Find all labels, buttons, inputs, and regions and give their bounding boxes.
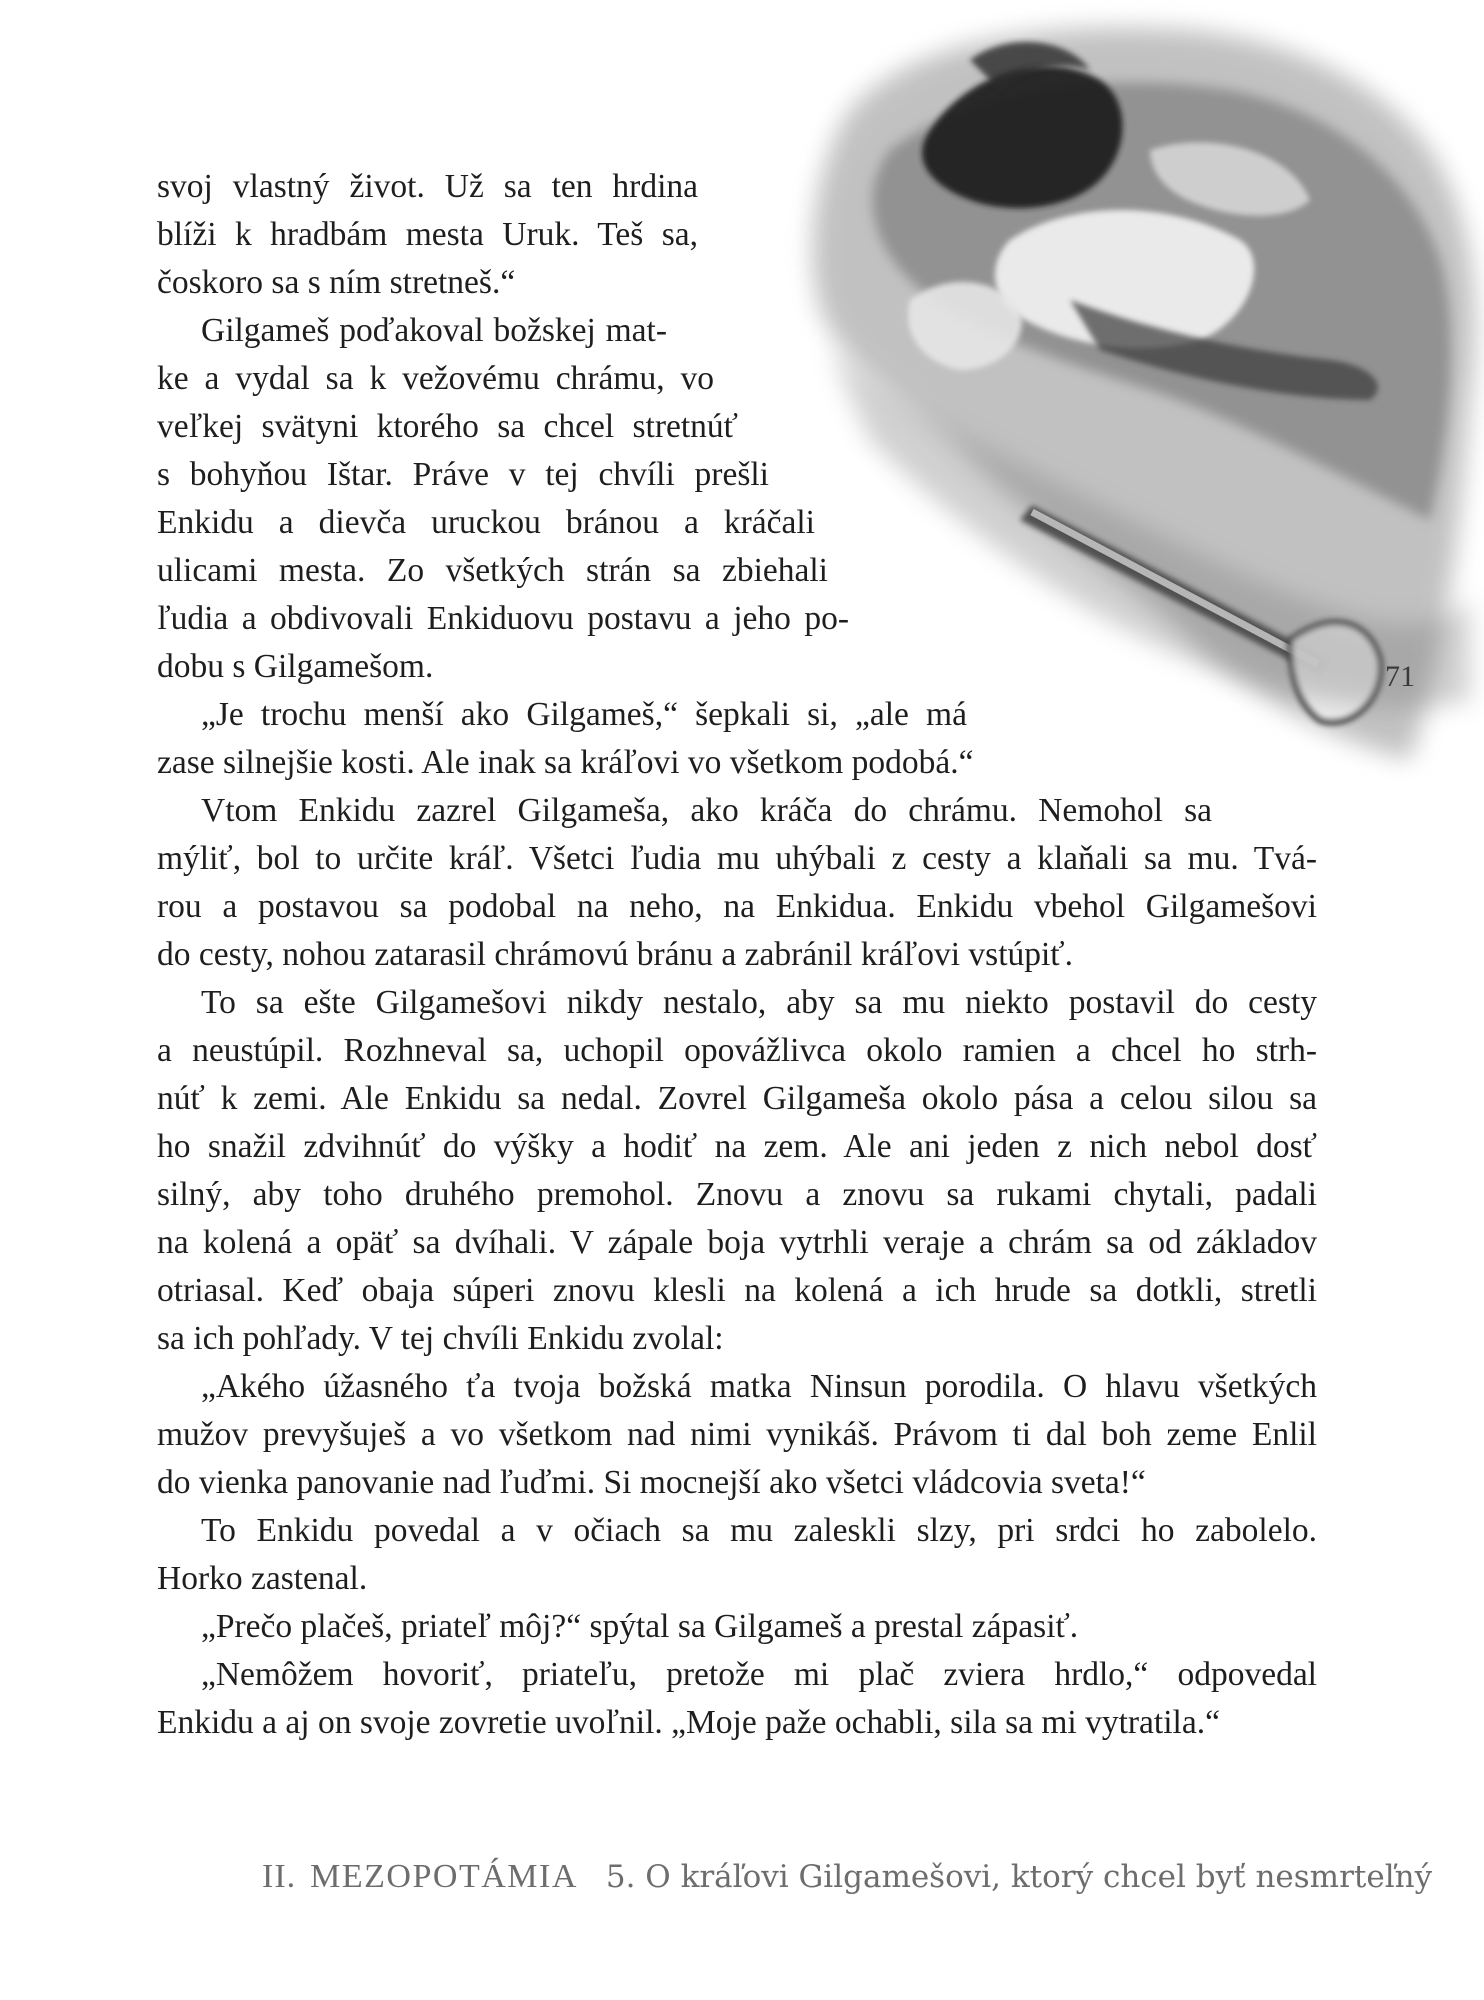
text-line-6: veľkej svätyni ktorého sa chcel stretnúť — [157, 408, 738, 445]
text-line-1: svoj vlastný život. Už sa ten hrdina — [157, 168, 698, 205]
text-line-18: To sa ešte Gilgamešovi nikdy nestalo, aby sa mu niekto postavil do cesty — [201, 984, 1317, 1021]
text-line-11: dobu s Gilgamešom. — [157, 648, 434, 685]
text-line-28: do vienka panovanie nad ľuďmi. Si mocnejší ako všetci vládcovia sveta!“ — [157, 1464, 1146, 1501]
text-line-10: ľudia a obdivovali Enkiduovu postavu a jeho po- — [157, 600, 849, 637]
footer-part-number: II. — [262, 1858, 297, 1895]
text-line-25: sa ich pohľady. V tej chvíli Enkidu zvolal: — [157, 1320, 724, 1357]
text-line-4: Gilgameš poďakoval božskej mat- — [201, 312, 667, 349]
text-line-21: ho snažil zdvihnúť do výšky a hodiť na zem. Ale ani jeden z nich nebol dosť — [157, 1128, 1317, 1165]
text-line-26: „Akého úžasného ťa tvoja božská matka Ninsun porodila. O hlavu všetkých — [201, 1368, 1317, 1405]
text-line-32: „Nemôžem hovoriť, priateľu, pretože mi plač zviera hrdlo,“ odpovedal — [201, 1656, 1317, 1693]
text-line-23: na kolená a opäť sa dvíhali. V zápale boja vytrhli veraje a chrám sa od základov — [157, 1224, 1317, 1261]
text-line-22: silný, aby toho druhého premohol. Znovu a znovu sa rukami chytali, padali — [157, 1176, 1317, 1213]
footer-chapter-title: 5. O kráľovi Gilgamešovi, ktorý chcel byť nesmrteľný — [605, 1859, 1433, 1895]
text-line-19: a neustúpil. Rozhneval sa, uchopil opovážlivca okolo ramien a chcel ho strh- — [157, 1032, 1317, 1069]
text-line-8: Enkidu a dievča uruckou bránou a kráčali — [157, 504, 815, 541]
text-line-16: rou a postavou sa podobal na neho, na Enkidua. Enkidu vbehol Gilgamešovi — [157, 888, 1317, 925]
text-line-33: Enkidu a aj on svoje zovretie uvoľnil. „Moje paže ochabli, sila sa mi vytratila.“ — [157, 1704, 1220, 1741]
text-line-30: Horko zastenal. — [157, 1560, 368, 1597]
text-line-13: zase silnejšie kosti. Ale inak sa kráľovi vo všetkom podobá.“ — [157, 744, 974, 781]
text-line-2: blíži k hradbám mesta Uruk. Teš sa, — [157, 216, 698, 253]
text-line-24: otriasal. Keď obaja súperi znovu klesli na kolená a ich hrude sa dotkli, stretli — [157, 1272, 1317, 1309]
text-line-7: s bohyňou Ištar. Práve v tej chvíli prešli — [157, 456, 769, 493]
text-line-15: mýliť, bol to určite kráľ. Všetci ľudia mu uhýbali z cesty a klaňali sa mu. Tvá- — [157, 840, 1317, 877]
footer-part-title: MEZOPOTÁMIA — [310, 1858, 578, 1895]
text-line-5: ke a vydal sa k vežovému chrámu, vo — [157, 360, 714, 397]
text-line-27: mužov prevyšuješ a vo všetkom nad nimi vynikáš. Právom ti dal boh zeme Enlil — [157, 1416, 1317, 1453]
running-footer — [262, 1858, 1433, 1896]
text-line-29: To Enkidu povedal a v očiach sa mu zaleskli slzy, pri srdci ho zabolelo. — [201, 1512, 1317, 1549]
text-line-17: do cesty, nohou zatarasil chrámovú bránu a zabránil kráľovi vstúpiť. — [157, 936, 1073, 973]
text-line-12: „Je trochu menší ako Gilgameš,“ šepkali si, „ale má — [201, 696, 967, 733]
text-line-9: ulicami mesta. Zo všetkých strán sa zbiehali — [157, 552, 828, 589]
page-number: 71 — [1385, 660, 1415, 693]
text-line-31: „Prečo plačeš, priateľ môj?“ spýtal sa Gilgameš a prestal zápasiť. — [201, 1608, 1079, 1645]
text-line-14: Vtom Enkidu zazrel Gilgameša, ako kráča do chrámu. Nemohol sa — [201, 792, 1212, 829]
ink-illustration — [770, 0, 1484, 780]
text-line-20: núť k zemi. Ale Enkidu sa nedal. Zovrel Gilgameša okolo pása a celou silou sa — [157, 1080, 1317, 1117]
text-line-3: čoskoro sa s ním stretneš.“ — [157, 264, 516, 301]
